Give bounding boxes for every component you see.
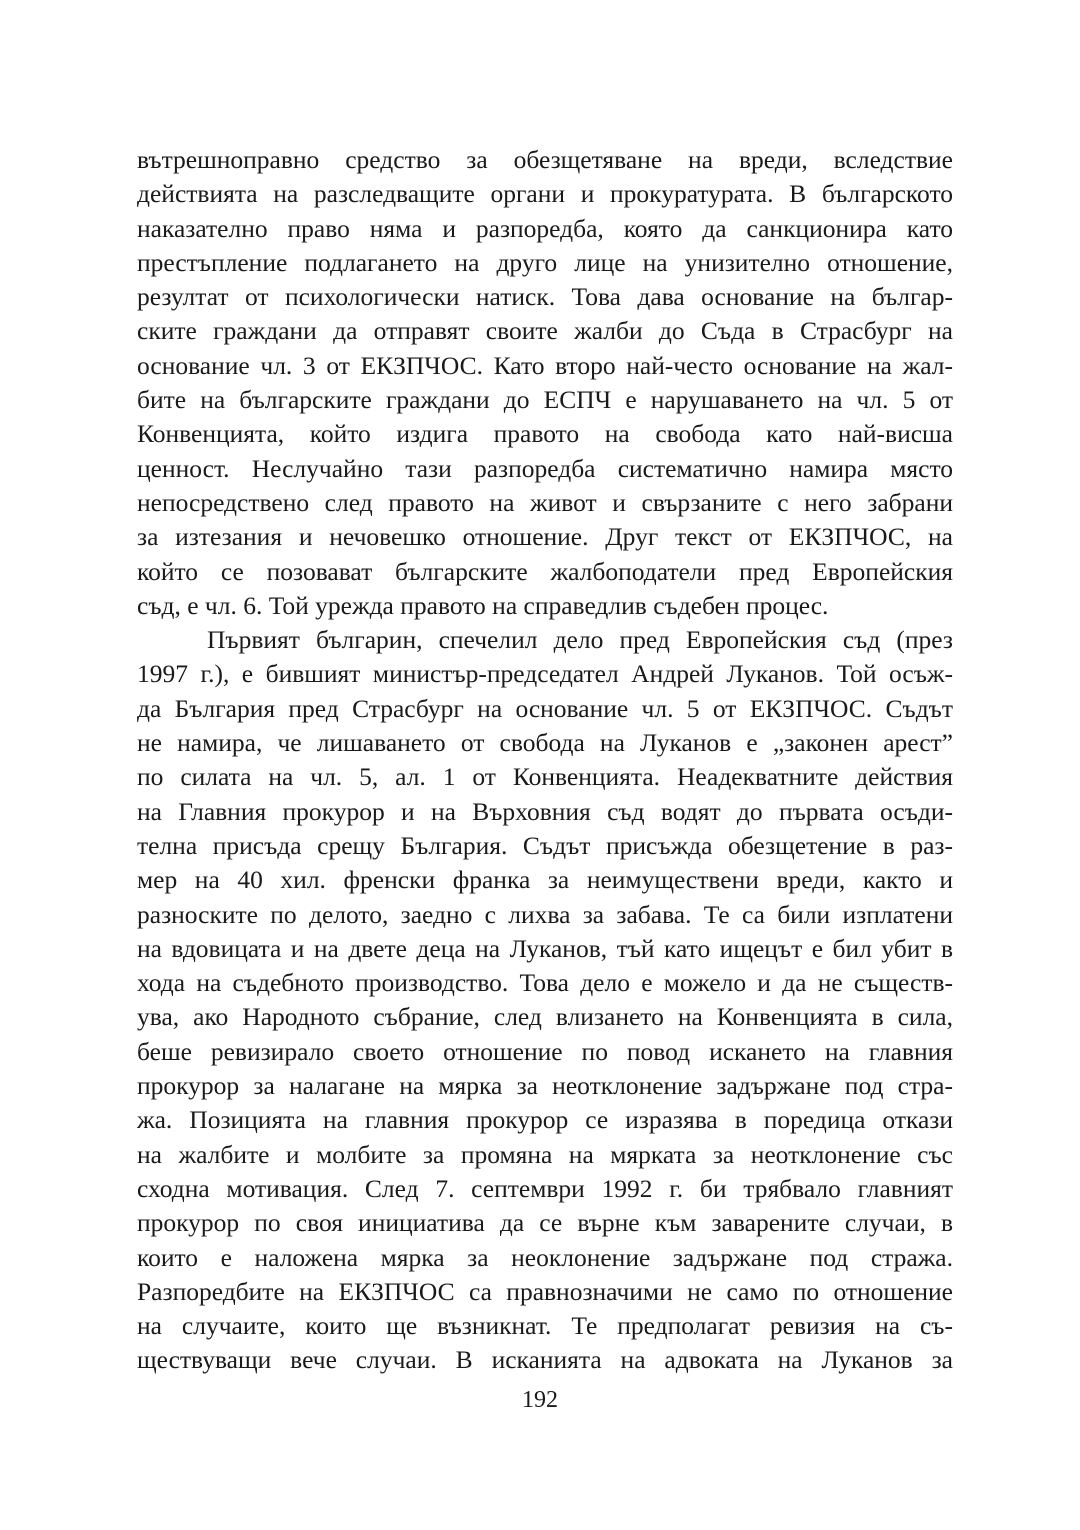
text-line: хода на съдебното производство. Това дело е можело и да не съществ- xyxy=(137,968,953,998)
text-line: сходна мотивация. След 7. септември 1992 г. би трябвало главният xyxy=(137,1173,953,1203)
text-line: Конвенцията, който издига правото на свобода като най-висша xyxy=(137,419,953,449)
text-line: да България пред Страсбург на основание чл. 5 от ЕКЗПЧОС. Съдът xyxy=(137,693,953,723)
text-line: Разпоредбите на ЕКЗПЧОС са правнозначими не само по отношение xyxy=(137,1276,953,1306)
text-line: 1997 г.), е бившият министър-председател Андрей Луканов. Той осъж- xyxy=(137,659,953,689)
page-number: 192 xyxy=(522,1387,558,1413)
text-line: по силата на чл. 5, ал. 1 от Конвенцията. Неадекватните действия xyxy=(137,762,953,792)
text-line: които е наложена мярка за неоклонение задържане под стража. xyxy=(137,1242,953,1272)
text-line: действията на разследващите органи и прокуратурата. В българското xyxy=(137,179,953,209)
document-body xyxy=(137,143,953,1378)
text-line: резултат от психологически натиск. Това дава основание на българ- xyxy=(137,282,953,312)
text-line: не намира, че лишаването от свобода на Луканов е „законен арест” xyxy=(137,728,953,758)
text-line: ществуващи вече случаи. В исканията на адвоката на Луканов за xyxy=(137,1345,953,1375)
text-line: Първият българин, спечелил дело пред Европейския съд (през xyxy=(207,625,953,655)
paragraph-2 xyxy=(137,623,953,1378)
text-line: основание чл. 3 от ЕКЗПЧОС. Като второ най-често основание на жал- xyxy=(137,350,953,380)
text-line: мер на 40 хил. френски франка за неимуществени вреди, както и xyxy=(137,865,953,895)
text-line: бите на българските граждани до ЕСПЧ е нарушаването на чл. 5 от xyxy=(137,385,953,415)
text-line: телна присъда срещу България. Съдът присъжда обезщетение в раз- xyxy=(137,830,953,860)
text-line: който се позовават българските жалбоподатели пред Европейския xyxy=(137,556,953,586)
text-line: прокурор по своя инициатива да се върне към заварените случаи, в xyxy=(137,1208,953,1238)
text-line: съд, е чл. 6. Той урежда правото на справедлив съдебен процес. xyxy=(137,590,829,620)
text-line: непосредствено след правото на живот и свързаните с него забрани xyxy=(137,487,953,517)
text-line: на Главния прокурор и на Върховния съд водят до първата осъди- xyxy=(137,796,953,826)
text-line: разноските по делото, заедно с лихва за забава. Те са били изплатени xyxy=(137,899,953,929)
text-line: вътрешноправно средство за обезщетяване на вреди, вследствие xyxy=(137,145,953,174)
text-line: престъпление подлагането на друго лице на унизително отношение, xyxy=(137,247,953,277)
text-line: ценност. Неслучайно тази разпоредба систематично намира място xyxy=(137,453,953,483)
text-line: за изтезания и нечовешко отношение. Друг текст от ЕКЗПЧОС, на xyxy=(137,522,953,552)
text-line: на вдовицата и на двете деца на Луканов, тъй като ищецът е бил убит в xyxy=(137,933,953,963)
text-line: наказателно право няма и разпоредба, която да санкционира като xyxy=(137,213,953,243)
text-line: беше ревизирало своето отношение по повод искането на главния xyxy=(137,1036,953,1066)
text-line: ува, ако Народното събрание, след влизането на Конвенцията в сила, xyxy=(137,1002,953,1032)
paragraph-1 xyxy=(137,143,953,623)
text-line: жа. Позицията на главния прокурор се изразява в поредица откази xyxy=(137,1105,953,1135)
text-line: на случаите, които ще възникнат. Те предполагат ревизия на съ- xyxy=(137,1311,953,1341)
text-line: на жалбите и молбите за промяна на мярката за неотклонение със xyxy=(137,1139,953,1169)
text-line: прокурор за налагане на мярка за неотклонение задържане под стра- xyxy=(137,1071,953,1101)
text-line: ските граждани да отправят своите жалби до Съда в Страсбург на xyxy=(137,316,953,346)
